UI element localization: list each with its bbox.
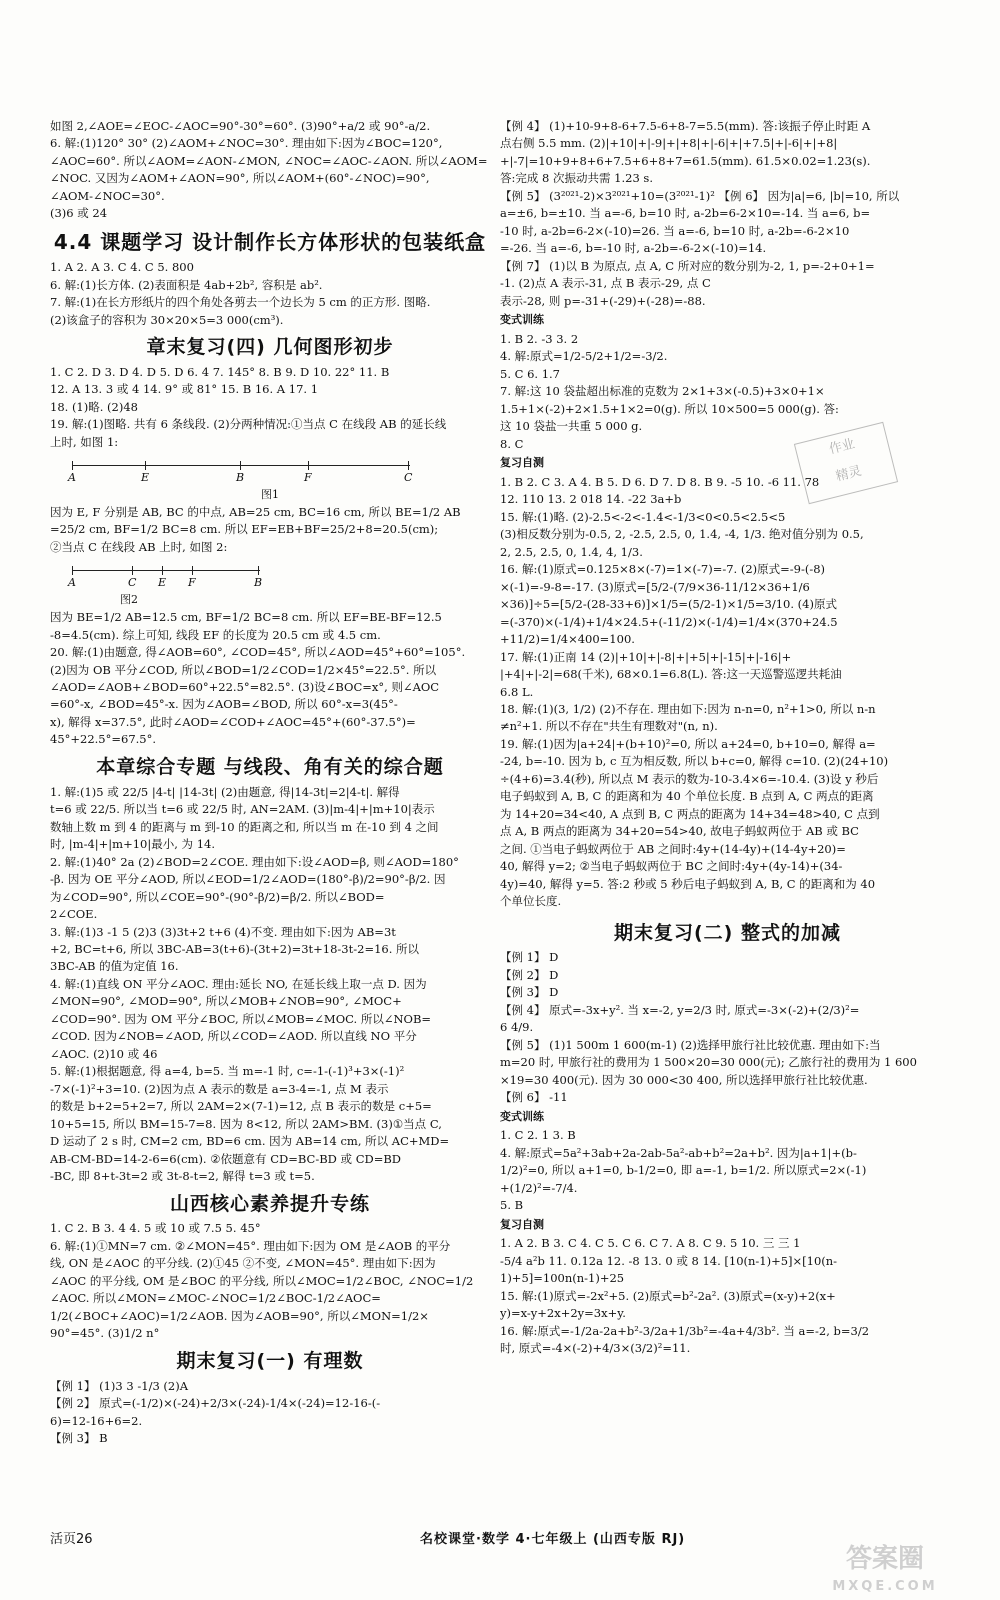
- text-line: -5/4 a²b 11. 0.12a 12. -8 13. 0 或 8 14. [10(n-1)+5]×[10(n-: [500, 1253, 838, 1268]
- text-line: 【例 6】 -11: [500, 1090, 568, 1105]
- text-line: 12. A 13. 3 或 4 14. 9° 或 81° 15. B 16. A 17. 1: [50, 382, 319, 397]
- chapter-review-body-b: [50, 504, 490, 556]
- section-title-final-review-1: 期末复习(一) 有理数: [176, 1349, 364, 1372]
- text-line: 4. 解:(1)直线 ON 平分∠AOC. 理由:延长 NO, 在延长线上取一点 D. 因为: [50, 976, 427, 991]
- text-line: x), 解得 x=37.5°, 此时∠AOD=∠COD+∠AOC=45°+(60°-37.5°)=: [50, 714, 416, 729]
- text-line: 这 10 袋盐一共重 5 000 g.: [500, 419, 643, 434]
- text-line: 2. 解:(1)40° 2a (2)∠BOD=2∠COE. 理由如下:设∠AOD=β, 则∠AOD=180°: [50, 854, 459, 869]
- text-line: +|-7|=10+9+8+6+7.5+6+8+7=61.5(mm). 61.5×0.02=1.23(s).: [500, 153, 871, 168]
- text-line: m=20 时, 甲旅行社的费用为 1 500×20=30 000(元); 乙旅行社的费用为 1 600: [500, 1055, 917, 1070]
- variant-training-body: [500, 331, 955, 453]
- text-line: 20. 解:(1)由题意, 得∠AOB=60°, ∠COD=45°, 所以∠AOD=45°+60°=105°.: [50, 645, 466, 660]
- text-line: 1)+5]=100n(n-1)+25: [500, 1271, 625, 1286]
- text-line: |+4|+|-2|=68(千米), 68×0.1=6.8(L). 答:这一天巡警巡逻共耗油: [500, 667, 842, 682]
- text-line: 90°=45°. (3)1/2 n°: [50, 1326, 160, 1341]
- text-line: =-26. 当 a=-6, b=-10 时, a-2b=-6-2×(-10)=14.: [500, 241, 767, 256]
- logo-url: MXQE.COM: [832, 1578, 938, 1594]
- text-line: 17. 解:(1)正南 14 (2)|+10|+|-8|+|+5|+|-15|+|-16|+: [500, 649, 792, 664]
- text-line: 4. 解:原式=5a²+3ab+2a-2ab-5a²-ab+b²=2a+b². 因为|a+1|+(b-: [500, 1145, 857, 1160]
- text-line: 1. B 2. -3 3. 2: [500, 331, 579, 346]
- segment-tick: [308, 461, 309, 470]
- text-line: 1/2)²=0, 所以 a+1=0, b-1/2=0, 即 a=-1, b=1/2. 所以原式=2×(-1): [500, 1163, 867, 1178]
- text-line: 6. 解:(1)长方体. (2)表面积是 4ab+2b², 容积是 ab².: [50, 277, 323, 292]
- figure-1-line: [72, 465, 410, 466]
- segment-tick: [162, 566, 163, 575]
- text-line: 6.8 L.: [500, 684, 534, 699]
- segment-tick: [192, 566, 193, 575]
- text-line: 5. 解:(1)根据题意, 得 a=4, b=5. 当 m=-1 时, c=-1-(-1)³+3×(-1)²: [50, 1064, 405, 1079]
- text-line: ②当点 C 在线段 AB 上时, 如图 2:: [50, 539, 228, 554]
- text-line: 7. 解:这 10 袋盐超出标准的克数为 2×1+3×(-0.5)+3×0+1×: [500, 384, 825, 399]
- text-line: t=6 或 22/5. 所以当 t=6 或 22/5 时, AN=2AM. (3)|m-4|+|m+10|表示: [50, 802, 435, 817]
- text-line: 时, 原式=-4×(-2)+4/3×(3/2)²=11.: [500, 1341, 691, 1356]
- text-line: 6 4/9.: [500, 1020, 534, 1035]
- text-line: 【例 1】 (1)3 3 -1/3 (2)A: [50, 1378, 189, 1393]
- text-line: 19. 解:(1)因为|a+24|+(b+10)²=0, 所以 a+24=0, b+10=0, 解得 a=: [500, 736, 876, 751]
- section-title-final-review-2: 期末复习(二) 整式的加减: [614, 921, 841, 944]
- text-line: ×19=30 400(元). 因为 30 000<30 400, 所以选择甲旅行社比较优惠.: [500, 1072, 868, 1087]
- text-line: 7. 解:(1)在长方形纸片的四个角处各剪去一个边长为 5 cm 的正方形. 图略.: [50, 295, 431, 310]
- text-line: 【例 5】 (3²⁰²¹-2)×3²⁰²¹+10=(3²⁰²¹-1)² 【例 6】 因为|a|=6, |b|=10, 所以: [500, 188, 900, 203]
- text-line: ∠AOC 的平分线, OM 是∠BOC 的平分线, 所以∠MOC=1/2∠BOC, ∠NOC=1/2: [50, 1273, 474, 1288]
- segment-point-label: A: [68, 471, 76, 485]
- examples-block: [500, 118, 955, 310]
- text-line: 6. 解:(1)①MN=7 cm. ②∠MON=45°. 理由如下:因为 OM 是∠AOB 的平分: [50, 1238, 451, 1253]
- segment-point-label: A: [68, 576, 76, 590]
- text-line: 的数是 b+2=5+2=7, 所以 2AM=2×(7-1)=12, 点 B 表示的数是 c+5=: [50, 1099, 432, 1114]
- text-line: ∠AOM-∠NOC=30°.: [50, 188, 165, 203]
- text-line: 【例 1】 D: [500, 950, 559, 965]
- text-line: -BC, 即 8+t-3t=2 或 3t-8-t=2, 解得 t=3 或 t=5.: [50, 1169, 315, 1184]
- section-title-shanxi: 山西核心素养提升专练: [169, 1192, 370, 1215]
- text-line: ×36)]÷5=[5/2-(28-33+6)]×1/5=(5/2-1)×1/5=3/10. (4)原式: [500, 597, 837, 612]
- segment-tick: [72, 461, 73, 470]
- segment-point-label: E: [141, 471, 150, 485]
- subheading-self-test-2: 复习自测: [500, 1217, 544, 1231]
- subheading-self-test: 复习自测: [500, 456, 544, 470]
- segment-point-label: C: [128, 576, 137, 590]
- text-line: -7×(-1)²+3=10. (2)因为点 A 表示的数是 a=3-4=-1, 点 M 表示: [50, 1081, 389, 1096]
- text-line: 4y)=40, 解得 y=5. 答:2 秒或 5 秒后电子蚂蚁到 A, B, C 的距离和为 40: [500, 876, 876, 891]
- self-test-body: [500, 474, 955, 911]
- text-line: 【例 7】 (1)以 B 为原点, 点 A, C 所对应的数分别为-2, 1, p=-2+0+1=: [500, 258, 875, 273]
- self-test-2-body: [500, 1235, 955, 1357]
- text-line: ≠n²+1. 所以不存在"共生有理数对"(n, n).: [500, 719, 718, 734]
- text-line: -8=4.5(cm). 综上可知, 线段 EF 的长度为 20.5 cm 或 4.5 cm.: [50, 627, 381, 642]
- text-line: -10 时, a-2b=6-2×(-10)=26. 当 a=-6, b=10 时, a-2b=-6-2×10: [500, 223, 850, 238]
- figure-1-caption: 图1: [261, 488, 279, 502]
- text-line: 个单位长度.: [500, 894, 562, 909]
- text-line: y)=x-y+2x+2y=3x+y.: [500, 1306, 626, 1321]
- text-line: 因为 E, F 分别是 AB, BC 的中点, AB=25 cm, BC=16 cm, 所以 BE=1/2 AB: [50, 505, 461, 520]
- segment-point-label: C: [404, 471, 413, 485]
- final-review-2-examples: [500, 949, 955, 1106]
- text-line: 1. A 2. B 3. C 4. C 5. C 6. C 7. A 8. C 9. 5 10. 三 三 1: [500, 1236, 801, 1251]
- text-line: 为 14+20=34<40, A 点到 B, C 两点的距离为 14+34=48>40, C 点到: [500, 806, 880, 821]
- text-line: +11/2)=1/4×400=100.: [500, 632, 635, 647]
- segment-point-label: E: [158, 576, 167, 590]
- text-line: -β. 因为 OE 平分∠AOD, 所以∠EOD=1/2∠AOD=(180°-β)/2=90°-β/2. 因: [50, 872, 446, 887]
- section-title-chapter-review: 章末复习(四) 几何图形初步: [146, 336, 394, 359]
- segment-tick: [72, 566, 73, 575]
- text-line: 16. 解:(1)原式=0.125×8×(-7)=1×(-7)=-7. (2)原式=-9-(-8): [500, 562, 826, 577]
- left-column: [50, 118, 490, 1513]
- figure-2-caption: 图2: [120, 593, 138, 607]
- text-line: 6. 解:(1)120° 30° (2)∠AOM+∠NOC=30°. 理由如下:因为∠BOC=120°,: [50, 136, 443, 151]
- text-line: 【例 5】 (1)1 500m 1 600(m-1) (2)选择甲旅行社比较优惠. 理由如下:当: [500, 1037, 881, 1052]
- text-line: 3BC-AB 的值为定值 16.: [50, 959, 179, 974]
- text-line: (3)6 或 24: [50, 206, 108, 221]
- text-line: 5. B: [500, 1198, 524, 1213]
- text-line: ∠AOD=∠AOB+∠BOD=60°+22.5°=82.5°. (3)设∠BOC=x°, 则∠AOC: [50, 680, 440, 695]
- text-line: ∠AOC=60°. 所以∠AOM=∠AON-∠MON, ∠NOC=∠AOC-∠AON. 所以∠AOM=: [50, 153, 488, 168]
- text-line: 上时, 如图 1:: [50, 434, 119, 449]
- text-line: 1. C 2. 1 3. B: [500, 1128, 576, 1143]
- text-line: 1/2(∠BOC+∠AOC)=1/2∠AOB. 因为∠AOB=90°, 所以∠MON=1/2×: [50, 1308, 429, 1323]
- text-line: 16. 解:原式=-1/2a-2a+b²-3/2a+1/3b²=-4a+4/3b². 当 a=-2, b=3/2: [500, 1323, 870, 1338]
- segment-point-label: F: [188, 576, 196, 590]
- segment-tick: [145, 461, 146, 470]
- text-line: 8. C: [500, 436, 524, 451]
- text-line: 【例 4】 原式=-3x+y². 当 x=-2, y=2/3 时, 原式=-3×(-2)+(2/3)²=: [500, 1002, 860, 1017]
- text-line: 18. (1)略. (2)48: [50, 399, 138, 414]
- text-line: 1. B 2. C 3. A 4. B 5. D 6. D 7. D 8. B 9. -5 10. -6 11. 78: [500, 474, 820, 489]
- text-line: 2∠COE.: [50, 907, 98, 922]
- section-4-4-body: [50, 259, 490, 329]
- figure-2-line: [72, 570, 260, 571]
- segment-tick: [240, 461, 241, 470]
- text-line: 1. C 2. B 3. 4 4. 5 或 10 或 7.5 5. 45°: [50, 1221, 261, 1236]
- book-title: 名校课堂·数学 4·七年级上 (山西专版 RJ): [420, 1532, 686, 1547]
- chapter-review-body-c: [50, 609, 490, 749]
- intro-block: [50, 118, 490, 223]
- text-line: 之间. ①当电子蚂蚁两位于 AB 之间时:4y+(14-4y)+(14-4y+20)=: [500, 841, 846, 856]
- text-line: 点右侧 5.5 mm. (2)|+10|+|-9|+|+8|+|-6|+|+7.5|+|-6|+|+8|: [500, 136, 838, 151]
- text-line: ∠AOC. (2)10 或 46: [50, 1046, 158, 1061]
- text-line: 1. A 2. A 3. C 4. C 5. 800: [50, 260, 194, 275]
- text-line: ∠NOC. 又因为∠AOM+∠AON=90°, 所以∠AOM+(60°-∠NOC)=90°,: [50, 171, 430, 186]
- text-line: 45°+22.5°=67.5°.: [50, 732, 157, 747]
- section-title-comprehensive: 本章综合专题 与线段、角有关的综合题: [96, 755, 444, 778]
- figure-1-segment: [50, 455, 490, 489]
- segment-tick: [132, 566, 133, 575]
- stamp-line-2: 精灵: [834, 463, 864, 485]
- subheading-variant-training-2: 变式训练: [500, 1109, 544, 1123]
- final-review-1-body: [50, 1378, 490, 1448]
- comprehensive-body: [50, 784, 490, 1186]
- text-line: ∠COD=90°. 因为 OM 平分∠BOC, 所以∠MOB=∠MOC. 所以∠NOB=: [50, 1011, 432, 1026]
- text-line: 线, ON 是∠AOC 的平分线. (2)①45 ②不变, ∠MON=45°. 理由如下:因为: [50, 1256, 436, 1271]
- text-line: 表示-28, 则 p=-31+(-29)+(-28)=-88.: [500, 293, 706, 308]
- segment-point-label: F: [304, 471, 312, 485]
- text-line: 15. 解:(1)原式=-2x²+5. (2)原式=b²-2a². (3)原式=(x-y)+2(x+: [500, 1288, 836, 1303]
- text-line: (2)因为 OB 平分∠COD, 所以∠BOD=1/2∠COD=1/2×45°=22.5°. 所以: [50, 662, 437, 677]
- text-line: 19. 解:(1)图略. 共有 6 条线段. (2)分两种情况:①当点 C 在线段 AB 的延长线: [50, 417, 447, 432]
- text-line: 6)=12-16+6=2.: [50, 1413, 143, 1428]
- chapter-review-body-a: [50, 364, 490, 451]
- text-line: =(-370)×(-1/4)+1/4×24.5+(-11/2)×(-1/4)=1/4×(370+24.5: [500, 614, 838, 629]
- text-line: 10+5=15, 所以 BM=15-7=8. 因为 8<12, 所以 2AM>BM. (3)①当点 C,: [50, 1116, 442, 1131]
- text-line: -24, b=-10. 因为 b, c 互为相反数, 所以 b+c=0, 解得 c=10. (2)(24+10): [500, 754, 889, 769]
- text-line: +2, BC=t+6, 所以 3BC-AB=3(t+6)-(3t+2)=3t+18-3t-2=16. 所以: [50, 941, 420, 956]
- text-line: ∠COD. 因为∠NOB=∠AOD, 所以∠COD=∠AOD. 所以直线 NO 平分: [50, 1029, 417, 1044]
- right-column: [500, 118, 955, 1513]
- text-line: 【例 4】 (1)+10-9+8-6+7.5-6+8-7=5.5(mm). 答:该振子停止时距 A: [500, 119, 871, 133]
- text-line: 为∠COD=90°, 所以∠COE=90°-(90°-β/2)=β/2. 所以∠BOD=: [50, 889, 385, 904]
- text-line: (2)该盒子的容积为 30×20×5=3 000(cm³).: [50, 312, 284, 327]
- variant-training-2-body: [500, 1127, 955, 1214]
- text-line: 15. 解:(1)略. (2)-2.5<-2<-1.4<-1/3<0<0.5<2.5<5: [500, 509, 786, 524]
- segment-tick: [408, 461, 409, 470]
- text-line: a=±6, b=±10. 当 a=-6, b=10 时, a-2b=6-2×10=-14. 当 a=6, b=: [500, 206, 871, 221]
- text-line: 5. C 6. 1.7: [500, 366, 560, 381]
- text-line: 【例 3】 B: [50, 1430, 108, 1445]
- text-line: 12. 110 13. 2 018 14. -22 3a+b: [500, 492, 682, 507]
- text-line: AB-CM-BD=14-2-6=6(cm). ②依题意有 CD=BC-BD 或 CD=BD: [50, 1151, 402, 1166]
- text-line: 2, 2.5, 2.5, 0, 1.4, 4, 1/3.: [500, 544, 643, 559]
- text-line: 数轴上数 m 到 4 的距离与 m 到-10 的距离之和, 所以当 m 在-10 到 4 之间: [50, 819, 439, 834]
- subheading-variant-training: 变式训练: [500, 313, 544, 327]
- text-line: =25/2 cm, BF=1/2 BC=8 cm. 所以 EF=EB+BF=25/2+8=20.5(cm);: [50, 522, 439, 537]
- stamp-line-1: 作业: [827, 436, 857, 458]
- text-line: =60°-x, ∠BOD=45°-x. 因为∠AOB=∠BOD, 所以 60°-x=3(45°-: [50, 697, 398, 712]
- text-line: ÷(4+6)=3.4(秒), 所以点 M 表示的数为-10-3.4×6=-10.4. (3)设 y 秒后: [500, 771, 879, 786]
- text-line: 18. 解:(1)(3, 1/2) (2)不存在. 理由如下:因为 n-n=0, n²+1>0, 所以 n-n: [500, 701, 876, 716]
- text-line: ×(-1)=-9-8=-17. (3)原式=[5/2-(7/9×36-11/12×36+1/6: [500, 579, 810, 594]
- text-line: 40, 解得 y=2; ②当电子蚂蚁两位于 BC 之间时:4y+(4y-14)+(34-: [500, 859, 843, 874]
- text-line: 点 A, B 两点的距离为 34+20=54>40, 故电子蚂蚁两位于 AB 或 BC: [500, 824, 859, 839]
- text-line: 时, |m-4|+|m+10|最小, 为 14.: [50, 837, 215, 852]
- segment-point-label: B: [236, 471, 245, 485]
- text-line: 1. 解:(1)5 或 22/5 |4-t| |14-3t| (2)由题意, 得|14-3t|=2|4-t|. 解得: [50, 784, 400, 799]
- text-line: 答:完成 8 次振动共需 1.23 s.: [500, 171, 653, 186]
- text-line: ∠MON=90°, ∠MOD=90°, 所以∠MOB+∠NOB=90°, ∠MOC+: [50, 994, 402, 1009]
- text-line: +(1/2)²=-7/4.: [500, 1180, 578, 1195]
- text-line: 因为 BE=1/2 AB=12.5 cm, BF=1/2 BC=8 cm. 所以 EF=BE-BF=12.5: [50, 610, 442, 625]
- text-line: 【例 3】 D: [500, 985, 559, 1000]
- figure-2-segment: [50, 560, 490, 594]
- text-line: 电子蚂蚁到 A, B, C 的距离和为 40 个单位长度. B 点到 A, C 两点的距离: [500, 789, 874, 804]
- text-line: 【例 2】 D: [500, 967, 559, 982]
- text-line: 【例 2】 原式=(-1/2)×(-24)+2/3×(-24)-1/4×(-24)=12-16-(-: [50, 1396, 381, 1411]
- text-line: ∠AOC. 所以∠MON=∠MOC-∠NOC=1/2∠BOC-1/2∠AOC=: [50, 1291, 381, 1306]
- text-line: 3. 解:(1)3 -1 5 (2)3 (3)3t+2 t+6 (4)不变. 理由如下:因为 AB=3t: [50, 924, 396, 939]
- site-logo: [800, 1540, 970, 1594]
- page-number: 活页26: [50, 1532, 93, 1547]
- segment-point-label: B: [254, 576, 263, 590]
- text-line: 1.5+1×(-2)+2×1.5+1×2=0(g). 所以 10×500=5 000(g). 答:: [500, 401, 839, 416]
- text-line: 1. C 2. D 3. D 4. D 5. D 6. 4 7. 145° 8. B 9. D 10. 22° 11. B: [50, 364, 390, 379]
- text-line: -1. (2)点 A 表示-31, 点 B 表示-29, 点 C: [500, 276, 711, 291]
- text-line: 如图 2,∠AOE=∠EOC-∠AOC=90°-30°=60°. (3)90°+a/2 或 90°-a/2.: [50, 119, 431, 133]
- text-line: (3)相反数分别为-0.5, 2, -2.5, 2.5, 0, 1.4, -4, 1/3. 绝对值分别为 0.5,: [500, 527, 864, 542]
- text-line: 4. 解:原式=1/2-5/2+1/2=-3/2.: [500, 349, 668, 364]
- logo-name: 答案圈: [845, 1544, 924, 1574]
- text-line: D 运动了 2 s 时, CM=2 cm, BD=6 cm. 因为 AB=14 cm, 所以 AC+MD=: [50, 1134, 450, 1149]
- shanxi-body: [50, 1220, 490, 1342]
- section-title-4-4: 4.4 课题学习 设计制作长方体形状的包装纸盒: [53, 229, 487, 254]
- segment-tick: [258, 566, 259, 575]
